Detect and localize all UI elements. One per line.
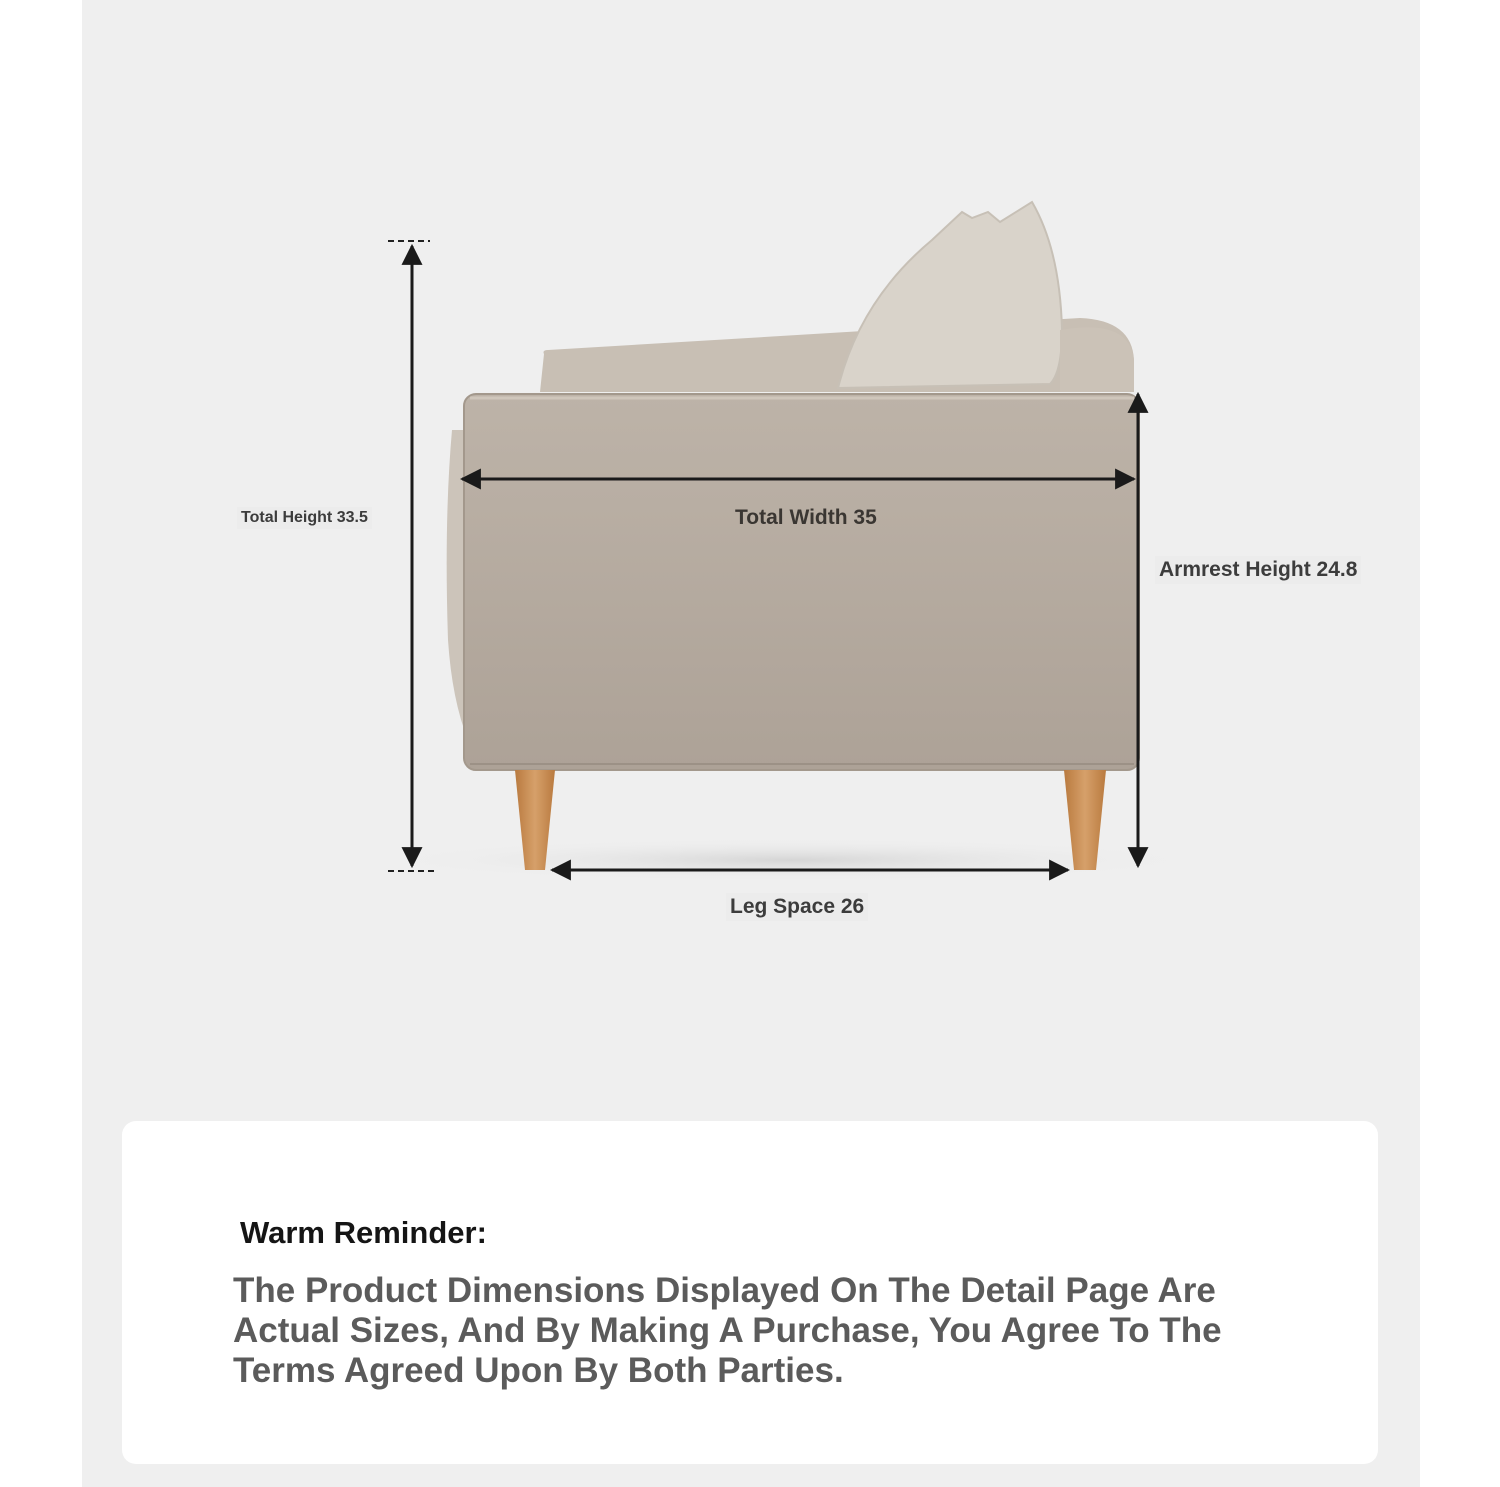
reminder-body: The Product Dimensions Displayed On The Detail Page Are Actual Sizes, And By Making A Purchase, You Agree To The Terms Agreed Upon By Both Parties.: [233, 1271, 1222, 1390]
leg-space-label: Leg Space 26: [726, 893, 868, 921]
far-armrest: [1060, 327, 1134, 392]
armrest-height-label: Armrest Height 24.8: [1155, 556, 1361, 584]
pillow: [838, 202, 1062, 388]
total-width-label: Total Width 35: [735, 506, 877, 529]
total-height-label: Total Height 33.5: [237, 507, 372, 529]
sofa-front-armrest: [464, 394, 1139, 770]
reminder-title: Warm Reminder:: [240, 1215, 487, 1250]
warm-reminder-card: [122, 1121, 1378, 1464]
